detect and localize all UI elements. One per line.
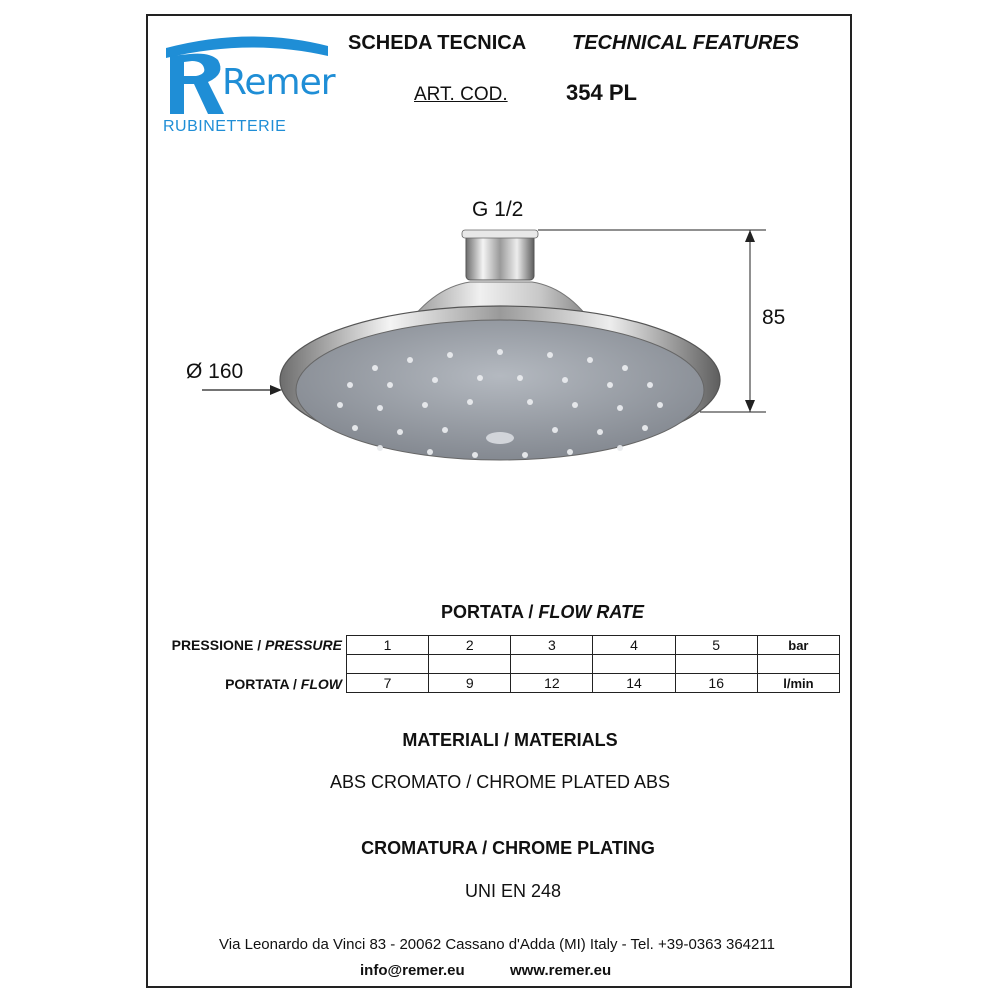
- pressure-unit-cell: bar: [757, 636, 839, 655]
- logo-wordmark: Remer: [222, 62, 335, 103]
- spacer-cell: [675, 655, 757, 674]
- table-row-pressure: [347, 636, 840, 655]
- diameter-dimension-label: Ø 160: [186, 360, 244, 383]
- pressure-label-it: PRESSIONE /: [171, 637, 262, 653]
- pressure-label-en: PRESSURE: [264, 637, 342, 653]
- plating-value: UNI EN 248: [464, 881, 562, 901]
- table-row-spacer: [347, 655, 840, 674]
- footer-website[interactable]: www.remer.eu: [510, 962, 612, 979]
- logo-subtitle: RUBINETTERIE: [163, 118, 287, 135]
- spacer-cell: [429, 655, 511, 674]
- spacer-cell: [347, 655, 429, 674]
- pressure-cell: 1: [347, 636, 429, 655]
- flow-label-en: FLOW: [300, 676, 342, 692]
- flow-cell: 14: [593, 674, 675, 693]
- pressure-row-label: [150, 637, 342, 653]
- flow-cell: 7: [347, 674, 429, 693]
- pressure-cell: 2: [429, 636, 511, 655]
- thread-size-label: G 1/2: [472, 198, 524, 221]
- pressure-cell: 4: [593, 636, 675, 655]
- pressure-cell: 5: [675, 636, 757, 655]
- spacer-cell: [757, 655, 839, 674]
- flow-rate-title-it: PORTATA /: [441, 602, 534, 622]
- flow-rate-title-en: FLOW RATE: [538, 602, 644, 622]
- flow-cell: 16: [675, 674, 757, 693]
- materials-value: ABS CROMATO / CHROME PLATED ABS: [329, 772, 671, 792]
- art-code-value: 354 PL: [566, 80, 637, 105]
- flow-rate-table: [346, 635, 840, 693]
- title-italian: SCHEDA TECNICA: [348, 32, 527, 54]
- art-code-label: ART. COD.: [414, 84, 508, 105]
- plating-title: CROMATURA / CHROME PLATING: [361, 838, 655, 858]
- flow-label-it: PORTATA /: [225, 676, 297, 692]
- flow-unit-cell: l/min: [757, 674, 839, 693]
- flow-cell: 12: [511, 674, 593, 693]
- footer-email[interactable]: info@remer.eu: [360, 962, 465, 979]
- footer-address: Via Leonardo da Vinci 83 - 20062 Cassano d'Adda (MI) Italy - Tel. +39-0363 364211: [219, 936, 775, 953]
- flow-cell: 9: [429, 674, 511, 693]
- height-dimension-label: 85: [762, 306, 786, 329]
- title-english: TECHNICAL FEATURES: [572, 32, 800, 54]
- spacer-cell: [511, 655, 593, 674]
- table-row-flow: [347, 674, 840, 693]
- flow-rate-title: [441, 602, 644, 623]
- shower-head-drawing: [180, 190, 800, 510]
- spacer-cell: [593, 655, 675, 674]
- materials-title: MATERIALI / MATERIALS: [402, 730, 618, 750]
- pressure-cell: 3: [511, 636, 593, 655]
- flow-row-label: [150, 676, 342, 692]
